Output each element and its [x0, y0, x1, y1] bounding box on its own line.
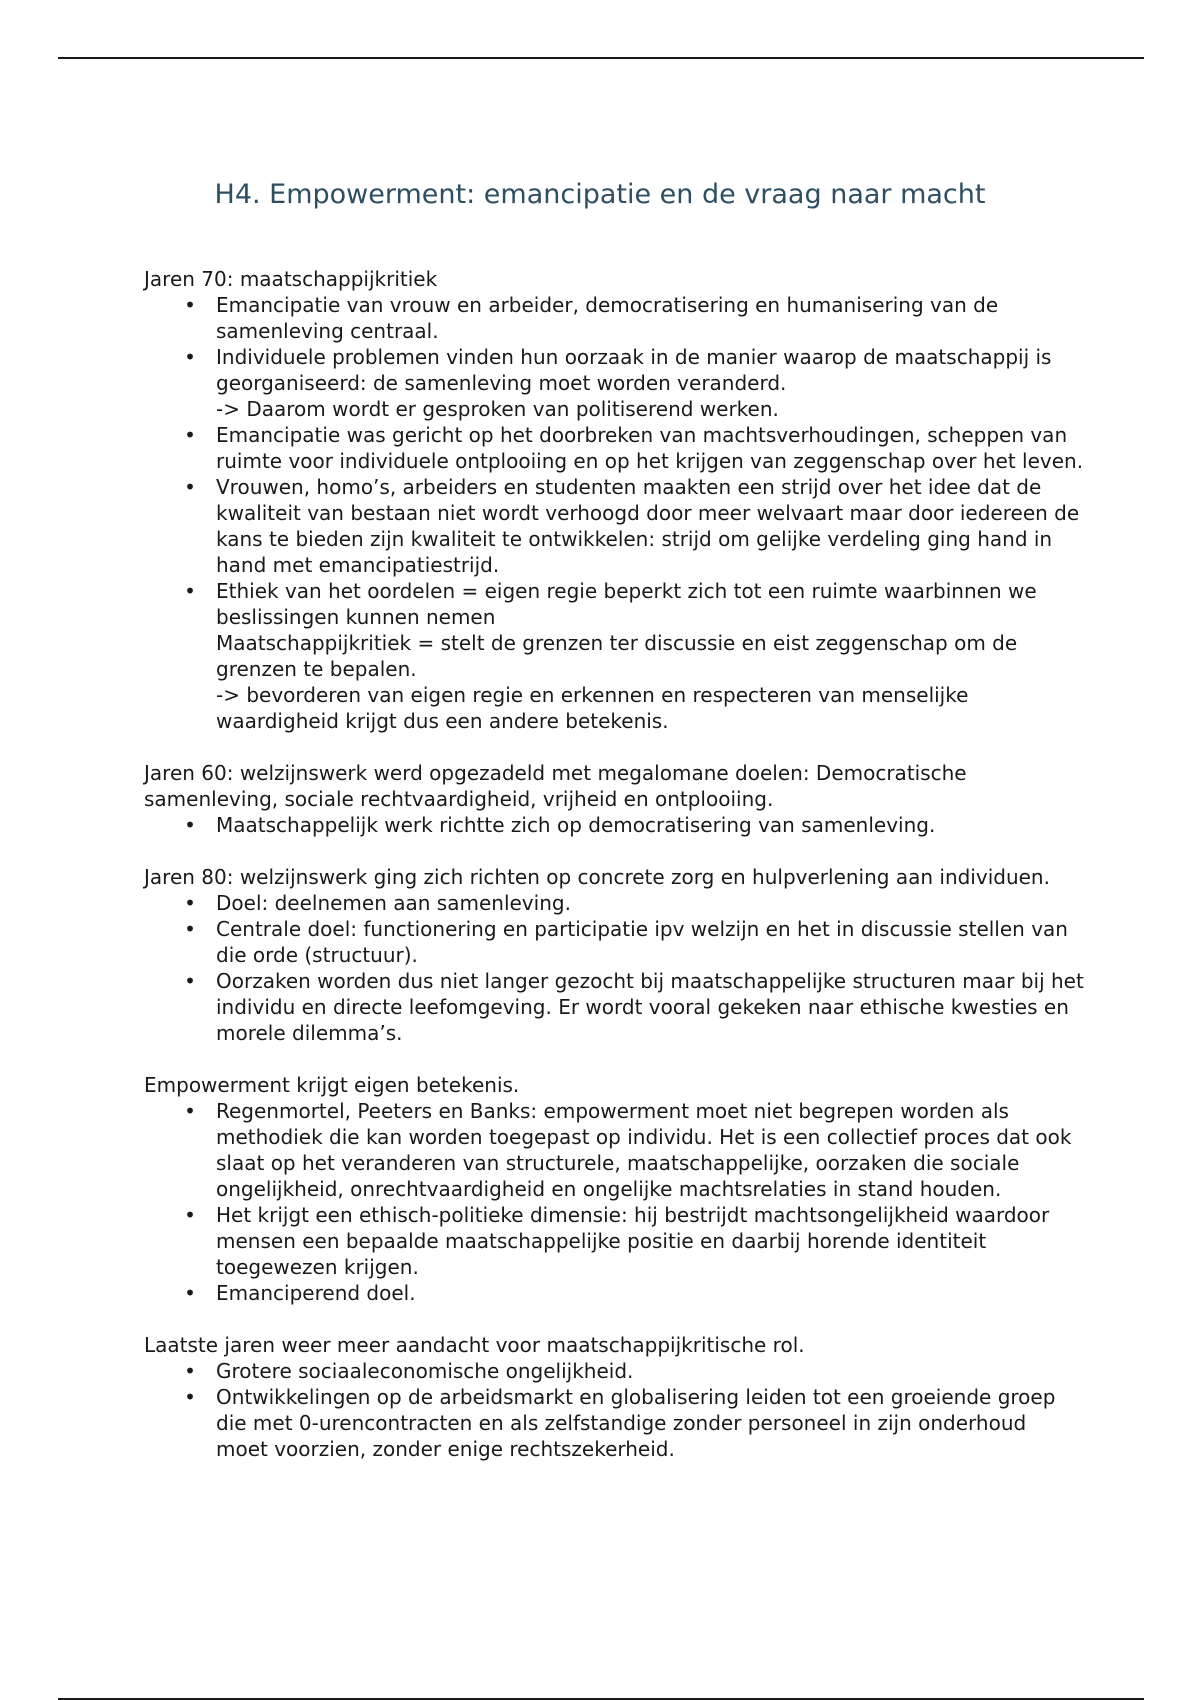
list-item — [184, 1280, 1084, 1306]
list-item-text: Ethiek van het oordelen = eigen regie beperkt zich tot een ruimte waarbinnen we beslissingen kunnen nemen — [216, 579, 1037, 629]
bullet-list — [144, 1098, 1084, 1306]
section — [144, 266, 1084, 734]
document-body — [144, 266, 1084, 1488]
list-item — [184, 968, 1084, 1046]
list-item — [184, 1098, 1084, 1202]
bullet-icon: • — [184, 345, 196, 369]
section-heading: Empowerment krijgt eigen betekenis. — [144, 1073, 520, 1097]
list-item-text: Maatschappelijk werk richtte zich op democratisering van samenleving. — [216, 813, 936, 837]
list-item-text: Emancipatie van vrouw en arbeider, democratisering en humanisering van de samenleving centraal. — [216, 293, 999, 343]
section-heading: Jaren 70: maatschappijkritiek — [144, 267, 438, 291]
list-item — [184, 474, 1084, 578]
bullet-list — [144, 812, 1084, 838]
bullet-icon: • — [184, 1359, 196, 1383]
section — [144, 864, 1084, 1046]
list-item — [184, 1384, 1084, 1462]
bullet-icon: • — [184, 891, 196, 915]
bullet-icon: • — [184, 475, 196, 499]
bullet-icon: • — [184, 917, 196, 941]
section — [144, 760, 1084, 838]
section-heading: Laatste jaren weer meer aandacht voor maatschappijkritische rol. — [144, 1333, 805, 1357]
section — [144, 1332, 1084, 1462]
bullet-list — [144, 890, 1084, 1046]
list-item-text: Doel: deelnemen aan samenleving. — [216, 891, 571, 915]
header-rule — [58, 57, 1144, 59]
bullet-icon: • — [184, 423, 196, 447]
section-heading: Jaren 80: welzijnswerk ging zich richten op concrete zorg en hulpverlening aan individuen. — [144, 865, 1050, 889]
bullet-icon: • — [184, 969, 196, 993]
list-item — [184, 1358, 1084, 1384]
bullet-icon: • — [184, 1203, 196, 1227]
list-item-text: Het krijgt een ethisch-politieke dimensie: hij bestrijdt machtsongelijkheid waardoor mensen een bepaalde maatschappelijke positie en daarbij horende identiteit toegewezen krijgen. — [216, 1203, 1050, 1279]
list-item — [184, 292, 1084, 344]
section-heading: Jaren 60: welzijnswerk werd opgezadeld met megalomane doelen: Democratische samenleving, sociale rechtvaardigheid, vrijheid en ontplooiing. — [144, 761, 967, 811]
list-item-text: Ontwikkelingen op de arbeidsmarkt en globalisering leiden tot een groeiende groep die met 0-urencontracten en als zelfstandige zonder personeel in zijn onderhoud moet voorzien, zonder enige rechtszekerheid. — [216, 1385, 1056, 1461]
list-item-text: -> Daarom wordt er gesproken van politiserend werken. — [216, 397, 779, 421]
list-item — [184, 812, 1084, 838]
list-item — [184, 578, 1084, 734]
list-item-text: Emancipatie was gericht op het doorbreken van machtsverhoudingen, scheppen van ruimte voor individuele ontplooiing en op het krijgen van zeggenschap over het leven. — [216, 423, 1084, 473]
list-item — [184, 422, 1084, 474]
bullet-list — [144, 292, 1084, 734]
list-item — [184, 344, 1084, 422]
section — [144, 1072, 1084, 1306]
bullet-icon: • — [184, 293, 196, 317]
list-item-text: Maatschappijkritiek = stelt de grenzen ter discussie en eist zeggenschap om de grenzen te bepalen. — [216, 631, 1018, 681]
list-item-text: Individuele problemen vinden hun oorzaak in de manier waarop de maatschappij is georganiseerd: de samenleving moet worden veranderd. — [216, 345, 1052, 395]
list-item-text: Regenmortel, Peeters en Banks: empowerment moet niet begrepen worden als methodiek die kan worden toegepast op individu. Het is een collectief proces dat ook slaat op het veranderen van structurele, maatschappelijke, oorzaken die sociale ongelijkheid, onrechtvaardigheid en ongelijke machtsrelaties in stand houden. — [216, 1099, 1072, 1201]
page-title: H4. Empowerment: emancipatie en de vraag naar macht — [214, 179, 986, 210]
list-item-text: -> bevorderen van eigen regie en erkennen en respecteren van menselijke waardigheid krijgt dus een andere betekenis. — [216, 683, 969, 733]
list-item — [184, 1202, 1084, 1280]
bullet-icon: • — [184, 1385, 196, 1409]
list-item — [184, 916, 1084, 968]
bullet-icon: • — [184, 579, 196, 603]
bullet-icon: • — [184, 813, 196, 837]
list-item-text: Oorzaken worden dus niet langer gezocht bij maatschappelijke structuren maar bij het individu en directe leefomgeving. Er wordt vooral gekeken naar ethische kwesties en morele dilemma’s. — [216, 969, 1084, 1045]
bullet-icon: • — [184, 1099, 196, 1123]
bullet-icon: • — [184, 1281, 196, 1305]
list-item-text: Grotere sociaaleconomische ongelijkheid. — [216, 1359, 634, 1383]
list-item-text: Emanciperend doel. — [216, 1281, 416, 1305]
list-item-text: Centrale doel: functionering en participatie ipv welzijn en het in discussie stellen van die orde (structuur). — [216, 917, 1068, 967]
list-item-text: Vrouwen, homo’s, arbeiders en studenten maakten een strijd over het idee dat de kwaliteit van bestaan niet wordt verhoogd door meer welvaart maar door iedereen de kans te bieden zijn kwaliteit te ontwikkelen: strijd om gelijke verdeling ging hand in hand met emancipatiestrijd. — [216, 475, 1080, 577]
bullet-list — [144, 1358, 1084, 1462]
list-item — [184, 890, 1084, 916]
